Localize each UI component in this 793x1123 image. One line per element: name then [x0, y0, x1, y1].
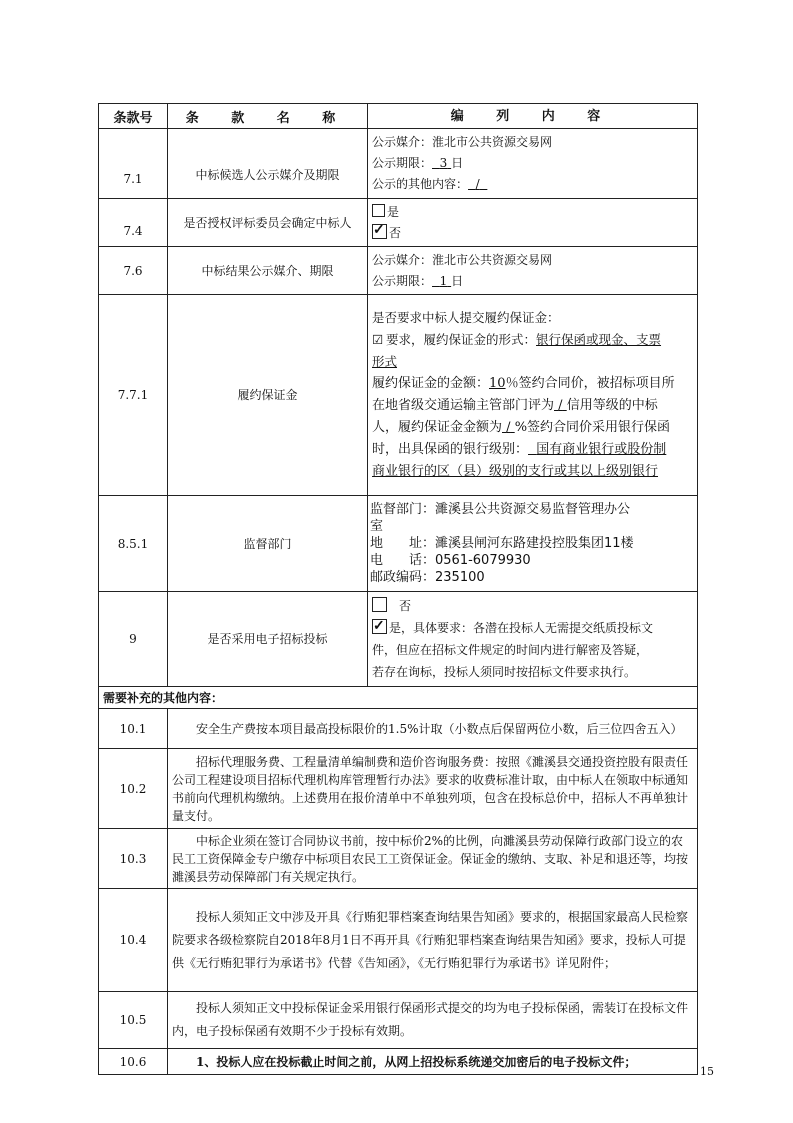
- clause-no: 7.4: [99, 199, 168, 247]
- clause-no: 10.2: [99, 749, 168, 829]
- content-line: 公示期限： 3 日: [372, 156, 464, 170]
- option-yes: ✓是，具体要求：各潜在投标人无需提交纸质投标文: [372, 617, 693, 639]
- clause-no: 10.1: [99, 709, 168, 749]
- content-line: 公示媒介：淮北市公共资源交易网: [372, 252, 553, 267]
- clause-no: 8.5.1: [99, 496, 168, 592]
- clause-name: 是否授权评标委员会确定中标人: [168, 199, 368, 247]
- row-7-7-1: [99, 295, 698, 496]
- clause-content: [368, 295, 698, 496]
- option-yes: 是: [372, 202, 693, 223]
- clause-no: 7.6: [99, 247, 168, 295]
- content-line: 履约保证金的金额：10％签约合同价，被招标项目所: [372, 376, 675, 391]
- option-no: 否: [372, 595, 693, 617]
- clause-name: 监督部门: [168, 496, 368, 592]
- row-10-6: [99, 1049, 698, 1075]
- option-no: ✓否: [372, 223, 693, 244]
- clause-no: 10.4: [99, 889, 168, 992]
- supplement-header-row: [99, 687, 698, 709]
- clause-no: 10.3: [99, 829, 168, 889]
- row-10-5: [99, 992, 698, 1049]
- row-8-5-1: [99, 496, 698, 592]
- content-line: 地 址：濉溪县闸河东路建投控股集团11楼: [370, 536, 634, 551]
- checkbox-icon: [372, 204, 385, 217]
- row-10-3: [99, 829, 698, 889]
- row-7-1: [99, 129, 698, 199]
- checkbox-icon: [372, 597, 387, 612]
- supplement-text: 安全生产费按本项目最高投标限价的1.5%计取（小数点后保留两位小数，后三位四舍五入）: [168, 709, 698, 749]
- content-line: 监督部门：濉溪县公共资源交易监督管理办公: [370, 502, 631, 517]
- clause-content: [368, 129, 698, 199]
- checked-box-icon: [372, 224, 387, 239]
- supplement-text: 投标人须知正文中投标保证金采用银行保函形式提交的均为电子投标保函，需装订在投标文件内，电子投标保函有效期不少于投标有效期。: [168, 992, 698, 1049]
- supplement-text: 投标人须知正文中涉及开具《行贿犯罪档案查询结果告知函》要求的，根据国家最高人民检察院要求各级检察院自2018年8月1日不再开具《行贿犯罪档案查询结果告知函》要求，投标人可提供《无行贿犯罪行为承诺书》代替《告知函》，《无行贿犯罪行为承诺书》详见附件；: [168, 889, 698, 992]
- content-line: 商业银行的区（县）级别的支行或其以上级别银行: [372, 464, 659, 479]
- content-line: 公示的其他内容： /: [372, 177, 480, 191]
- clause-content: [368, 199, 698, 247]
- content-line: 若存在询标，投标人须同时按招标文件要求执行。: [372, 665, 637, 679]
- row-7-6: [99, 247, 698, 295]
- row-7-4: [99, 199, 698, 247]
- header-clause-name: 条 款 名 称: [168, 104, 368, 129]
- clause-name: 中标候选人公示媒介及期限: [168, 129, 368, 199]
- clause-no: 10.5: [99, 992, 168, 1049]
- supplement-text: 1、投标人应在投标截止时间之前，从网上招投标系统递交加密后的电子投标文件；: [168, 1049, 698, 1075]
- clause-content: [368, 592, 698, 687]
- content-line: 室: [370, 519, 384, 534]
- content-line: 件，但应在招标文件规定的时间内进行解密及答疑，: [372, 643, 649, 657]
- clause-table: [98, 103, 698, 1075]
- content-line: 形式: [372, 354, 398, 369]
- content-line: 公示媒介：淮北市公共资源交易网: [372, 135, 553, 149]
- clause-name: 中标结果公示媒介、期限: [168, 247, 368, 295]
- page-number: 15: [700, 1065, 714, 1078]
- header-clause-no: 条款号: [99, 104, 168, 129]
- row-10-4: [99, 889, 698, 992]
- content-line: 在地省级交通运输主管部门评为 / 信用等级的中标: [372, 398, 658, 413]
- supplement-title: 需要补充的其他内容：: [99, 687, 698, 709]
- row-9: [99, 592, 698, 687]
- clause-no: 9: [99, 592, 168, 687]
- header-row: [99, 104, 698, 129]
- clause-no: 7.7.1: [99, 295, 168, 496]
- row-10-2: [99, 749, 698, 829]
- clause-name: 履约保证金: [168, 295, 368, 496]
- content-line: 时，出具保函的银行级别： 国有商业银行或股份制: [372, 442, 667, 457]
- clause-no: 10.6: [99, 1049, 168, 1075]
- supplement-text: 中标企业须在签订合同协议书前，按中标价2%的比例，向濉溪县劳动保障行政部门设立的农民工工资保障金专户缴存中标项目农民工工资保证金。保证金的缴纳、支取、补足和退还等，均按濉溪县劳动保障部门有关规定执行。: [168, 829, 698, 889]
- content-line: 电 话：0561-6079930: [370, 553, 531, 568]
- header-content: 编 列 内 容: [368, 104, 698, 129]
- checked-box-icon: [372, 619, 387, 634]
- row-10-1: [99, 709, 698, 749]
- content-line: 公示期限： 1 日: [372, 273, 464, 288]
- content-line: 是否要求中标人提交履约保证金：: [372, 310, 560, 325]
- content-line: ☑ 要求，履约保证金的形式：银行保函或现金、支票: [372, 329, 693, 351]
- clause-name: 是否采用电子招标投标: [168, 592, 368, 687]
- check-icon: ☑: [372, 332, 384, 347]
- clause-content: [368, 496, 698, 592]
- supplement-text: 招标代理服务费、工程量清单编制费和造价咨询服务费：按照《濉溪县交通投资控股有限责任公司工程建设项目招标代理机构库管理暂行办法》要求的收费标准计取，由中标人在领取中标通知书前向代理机构缴纳。上述费用在报价清单中不单独列项，包含在投标总价中，招标人不再单独计量支付。: [168, 749, 698, 829]
- clause-no: 7.1: [99, 129, 168, 199]
- clause-content: [368, 247, 698, 295]
- content-line: 人，履约保证金金额为 / %签约合同价采用银行保函: [372, 420, 671, 435]
- content-line: 邮政编码：235100: [370, 570, 485, 585]
